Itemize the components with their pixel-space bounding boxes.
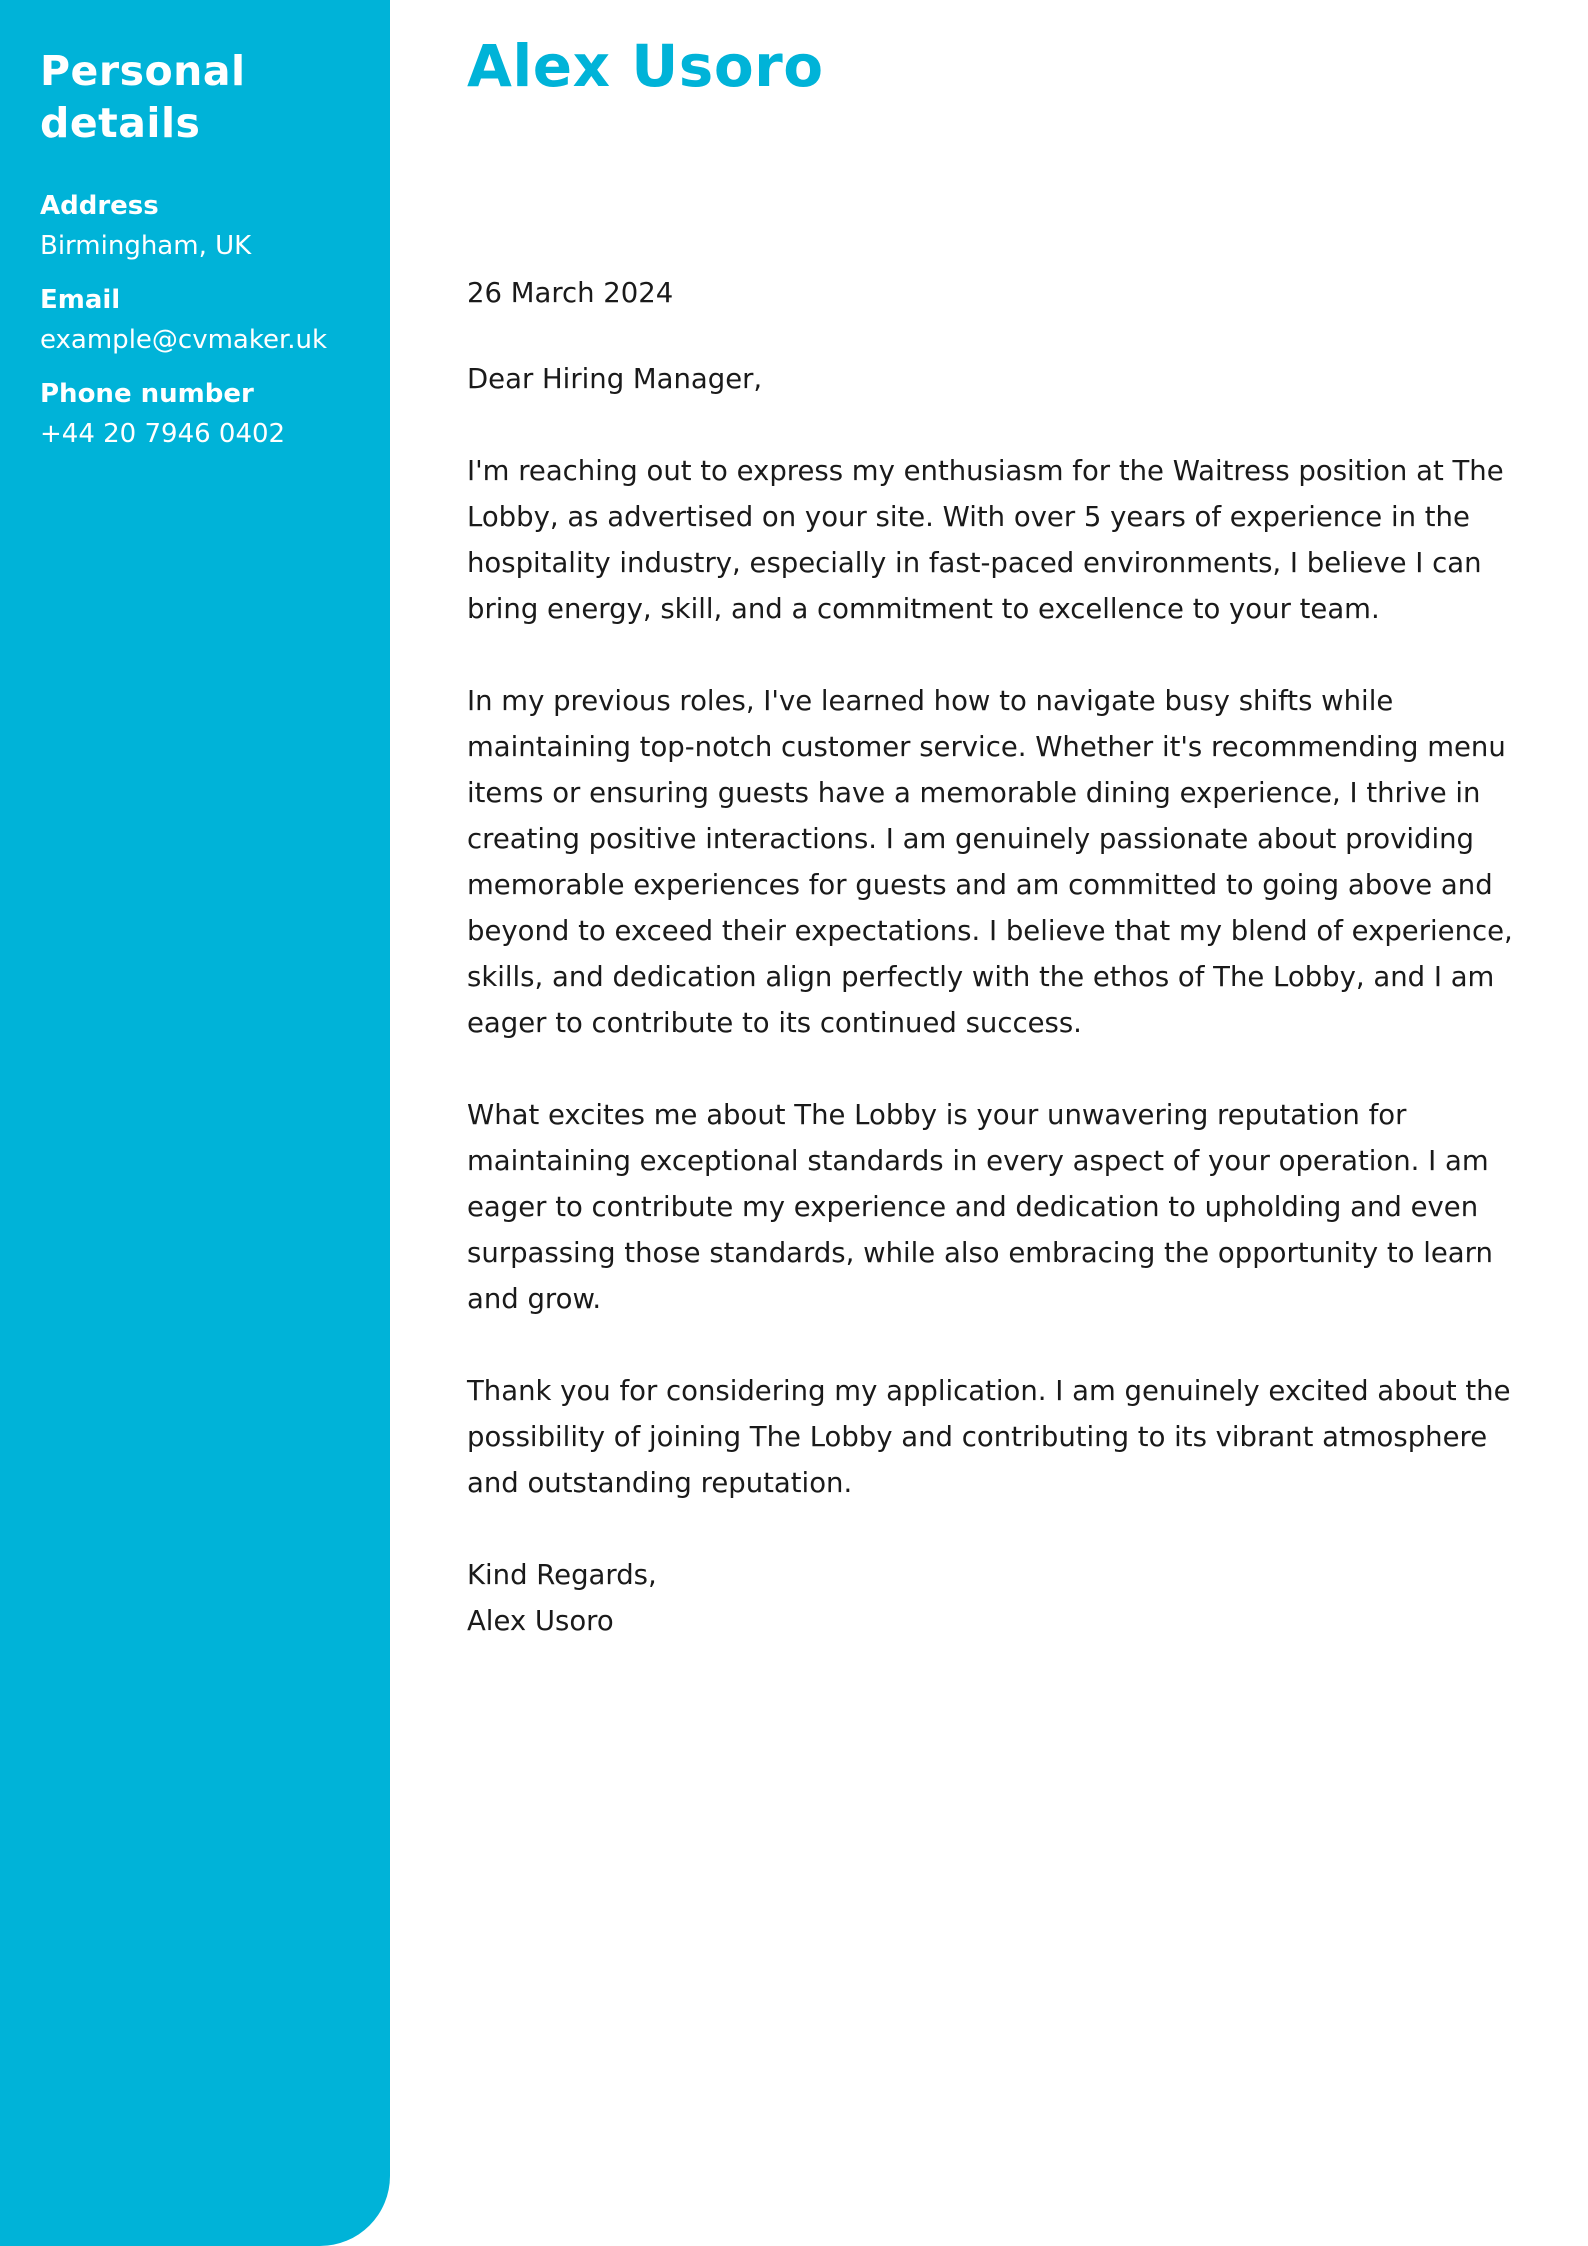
phone-label: Phone number [40, 379, 254, 409]
letter-body [467, 270, 1527, 1644]
letter-closing: Kind Regards, [467, 1559, 657, 1591]
letter-paragraph: Thank you for considering my application. I am genuinely excited about the possibility of joining The Lobby and contributing to its vibrant atmosphere and outstanding reputation. [467, 1375, 1511, 1499]
email-label: Email [40, 285, 121, 315]
letter-paragraph: What excites me about The Lobby is your unwavering reputation for maintaining exceptional standards in every aspect of your operation. I am eager to contribute my experience and dedication to upholding and even surpassing those standards, while also embracing the opportunity to learn and grow. [467, 1099, 1493, 1315]
letter-closing-block [467, 1552, 1527, 1644]
letter-greeting: Dear Hiring Manager, [467, 363, 763, 395]
letter-paragraph: In my previous roles, I've learned how to navigate busy shifts while maintaining top-notch customer service. Whether it's recommending menu items or ensuring guests have a memorable dining experience, I thrive in creating positive interactions. I am genuinely passionate about providing memorable experiences for guests and am committed to going above and beyond to exceed their expectations. I believe that my blend of experience, skills, and dedication align perfectly with the ethos of The Lobby, and I am eager to contribute to its continued success. [467, 685, 1513, 1039]
letter-date: 26 March 2024 [467, 277, 674, 309]
letter-signature: Alex Usoro [467, 1605, 614, 1637]
phone-value[interactable]: +44 20 7946 0402 [40, 419, 286, 449]
address-value: Birmingham, UK [40, 231, 252, 261]
applicant-name: Alex Usoro [467, 32, 824, 100]
email-value[interactable]: example@cvmaker.uk [40, 325, 328, 355]
letter-main [467, 0, 1527, 2246]
address-label: Address [40, 191, 159, 221]
letter-paragraph: I'm reaching out to express my enthusiasm for the Waitress position at The Lobby, as advertised on your site. With over 5 years of experience in the hospitality industry, especially in fast-paced environments, I believe I can bring energy, skill, and a commitment to excellence to your team. [467, 455, 1504, 625]
sidebar [0, 0, 390, 2246]
sidebar-title: Personal details [40, 47, 246, 147]
